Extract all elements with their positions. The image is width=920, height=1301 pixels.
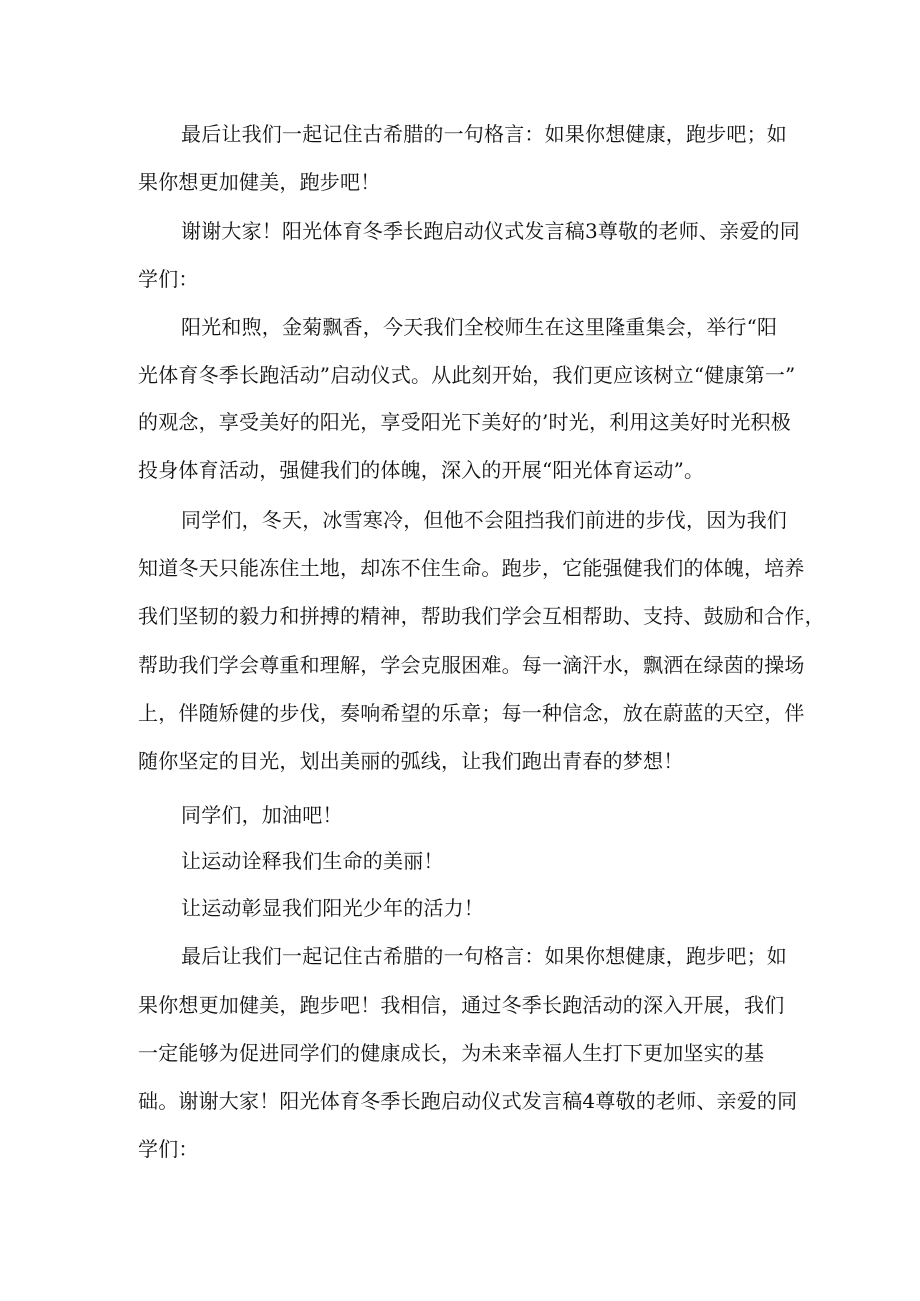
text-line: 知道冬天只能冻住土地，却冻不住生命。跑步，它能强健我们的体魄，培养 (138, 556, 805, 580)
text-line: 同学们，加油吧！ (181, 803, 343, 827)
text-line: 学们： (138, 1137, 199, 1161)
text-line: 学们： (138, 267, 199, 291)
text-line: 果你想更加健美，跑步吧！ (138, 170, 381, 194)
text-line: 果你想更加健美，跑步吧！我相信，通过冬季长跑活动的深入开展，我们 (138, 993, 785, 1017)
text-line: 帮助我们学会尊重和理解，学会克服困难。每一滴汗水，飘洒在绿茵的操场 (138, 653, 805, 677)
text-line: 谢谢大家！阳光体育冬季长跑启动仪式发言稿3尊敬的老师、亲爱的同 (181, 219, 800, 243)
text-line: 投身体育活动，强健我们的体魄，深入的开展“阳光体育运动”。 (138, 458, 705, 482)
text-line: 随你坚定的目光，划出美丽的弧线，让我们跑出青春的梦想！ (138, 749, 684, 773)
text-line: 我们坚韧的毅力和拼搏的精神，帮助我们学会互相帮助、支持、鼓励和合作， (138, 604, 825, 628)
text-line: 让运动诠释我们生命的美丽！ (181, 849, 444, 873)
text-line: 上，伴随矫健的步伐，奏响希望的乐章；每一种信念，放在蔚蓝的天空，伴 (138, 701, 805, 725)
text-line: 同学们，冬天，冰雪寒冷，但他不会阻挡我们前进的步伐，因为我们 (181, 508, 787, 532)
text-line: 础。谢谢大家！阳光体育冬季长跑启动仪式发言稿4尊敬的老师、亲爱的同 (138, 1089, 798, 1113)
text-line: 最后让我们一起记住古希腊的一句格言：如果你想健康，跑步吧；如 (181, 122, 787, 146)
text-line: 光体育冬季长跑活动”启动仪式。从此刻开始，我们更应该树立“健康第一” (138, 363, 796, 387)
text-line: 让运动彰显我们阳光少年的活力！ (181, 896, 484, 920)
text-line: 最后让我们一起记住古希腊的一句格言：如果你想健康，跑步吧；如 (181, 944, 787, 968)
text-line: 一定能够为促进同学们的健康成长，为未来幸福人生打下更加坚实的基 (138, 1041, 765, 1065)
text-line: 的观念，享受美好的阳光，享受阳光下美好的’时光，利用这美好时光积极 (138, 410, 791, 434)
text-line: 阳光和煦，金菊飘香，今天我们全校师生在这里隆重集会，举行“阳 (181, 315, 778, 339)
